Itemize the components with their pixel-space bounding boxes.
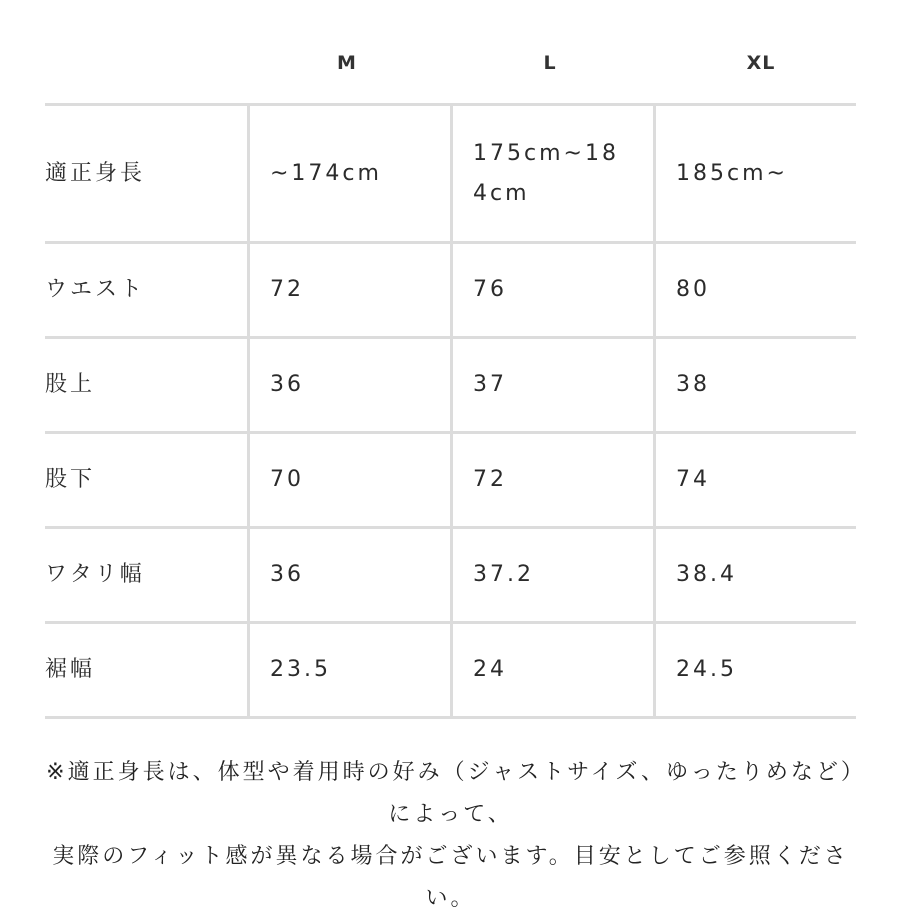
value-xl: 185cm~ xyxy=(676,160,788,186)
value-cell-l xyxy=(450,529,653,621)
value-m: 36 xyxy=(270,372,304,397)
value-xl: 38.4 xyxy=(676,562,737,587)
row-thigh-width xyxy=(45,526,856,621)
value-cell-l xyxy=(450,434,653,526)
value-cell-l xyxy=(450,339,653,431)
value-m: 72 xyxy=(270,277,304,302)
value-cell-xl xyxy=(653,244,856,336)
column-header-xl: XL xyxy=(746,52,776,74)
value-xl: 38 xyxy=(676,372,710,397)
value-l: 37 xyxy=(473,372,507,397)
value-l: 24 xyxy=(473,657,507,682)
row-label-cell xyxy=(45,624,247,716)
row-hem-width xyxy=(45,621,856,719)
row-label: ウエスト xyxy=(45,277,146,302)
value-cell-l xyxy=(450,244,653,336)
value-xl: 80 xyxy=(676,277,710,302)
value-xl: 24.5 xyxy=(676,657,737,682)
size-chart-table xyxy=(45,0,856,719)
value-l: 76 xyxy=(473,277,507,302)
value-m: 23.5 xyxy=(270,657,331,682)
value-cell-m xyxy=(247,106,450,241)
value-cell-m xyxy=(247,624,450,716)
value-m: 36 xyxy=(270,562,304,587)
value-xl: 74 xyxy=(676,467,710,492)
value-cell-xl xyxy=(653,624,856,716)
value-m: 70 xyxy=(270,467,304,492)
row-recommended-height xyxy=(45,103,856,241)
column-header-m: M xyxy=(337,52,357,74)
row-label-cell xyxy=(45,434,247,526)
row-label: 股下 xyxy=(45,467,96,492)
column-header-l: L xyxy=(543,52,557,74)
size-note-line-2: 実際のフィット感が異なる場合がございます。目安としてご参照ください。 xyxy=(52,844,849,911)
row-label: 裾幅 xyxy=(45,657,96,682)
row-label-cell xyxy=(45,106,247,241)
value-cell-m xyxy=(247,339,450,431)
size-note xyxy=(45,752,856,920)
row-rise xyxy=(45,336,856,431)
value-l: 37.2 xyxy=(473,562,534,587)
value-l: 72 xyxy=(473,467,507,492)
row-label-cell xyxy=(45,339,247,431)
size-header-row xyxy=(45,0,856,103)
value-cell-xl xyxy=(653,106,856,241)
row-label: 適正身長 xyxy=(45,160,146,186)
row-inseam xyxy=(45,431,856,526)
row-label-cell xyxy=(45,244,247,336)
value-cell-xl xyxy=(653,529,856,621)
value-m: ~174cm xyxy=(270,160,382,186)
value-cell-l xyxy=(450,624,653,716)
row-waist xyxy=(45,241,856,336)
value-cell-m xyxy=(247,529,450,621)
value-cell-m xyxy=(247,434,450,526)
value-cell-xl xyxy=(653,339,856,431)
value-cell-l xyxy=(450,106,653,241)
row-label-cell xyxy=(45,529,247,621)
row-label: 股上 xyxy=(45,372,96,397)
row-label: ワタリ幅 xyxy=(45,562,145,587)
value-l: 175cm~184cm xyxy=(473,140,619,206)
value-cell-xl xyxy=(653,434,856,526)
size-note-line-1: ※適正身長は、体型や着用時の好み（ジャストサイズ、ゆったりめなど）によって、 xyxy=(46,760,855,827)
value-cell-m xyxy=(247,244,450,336)
